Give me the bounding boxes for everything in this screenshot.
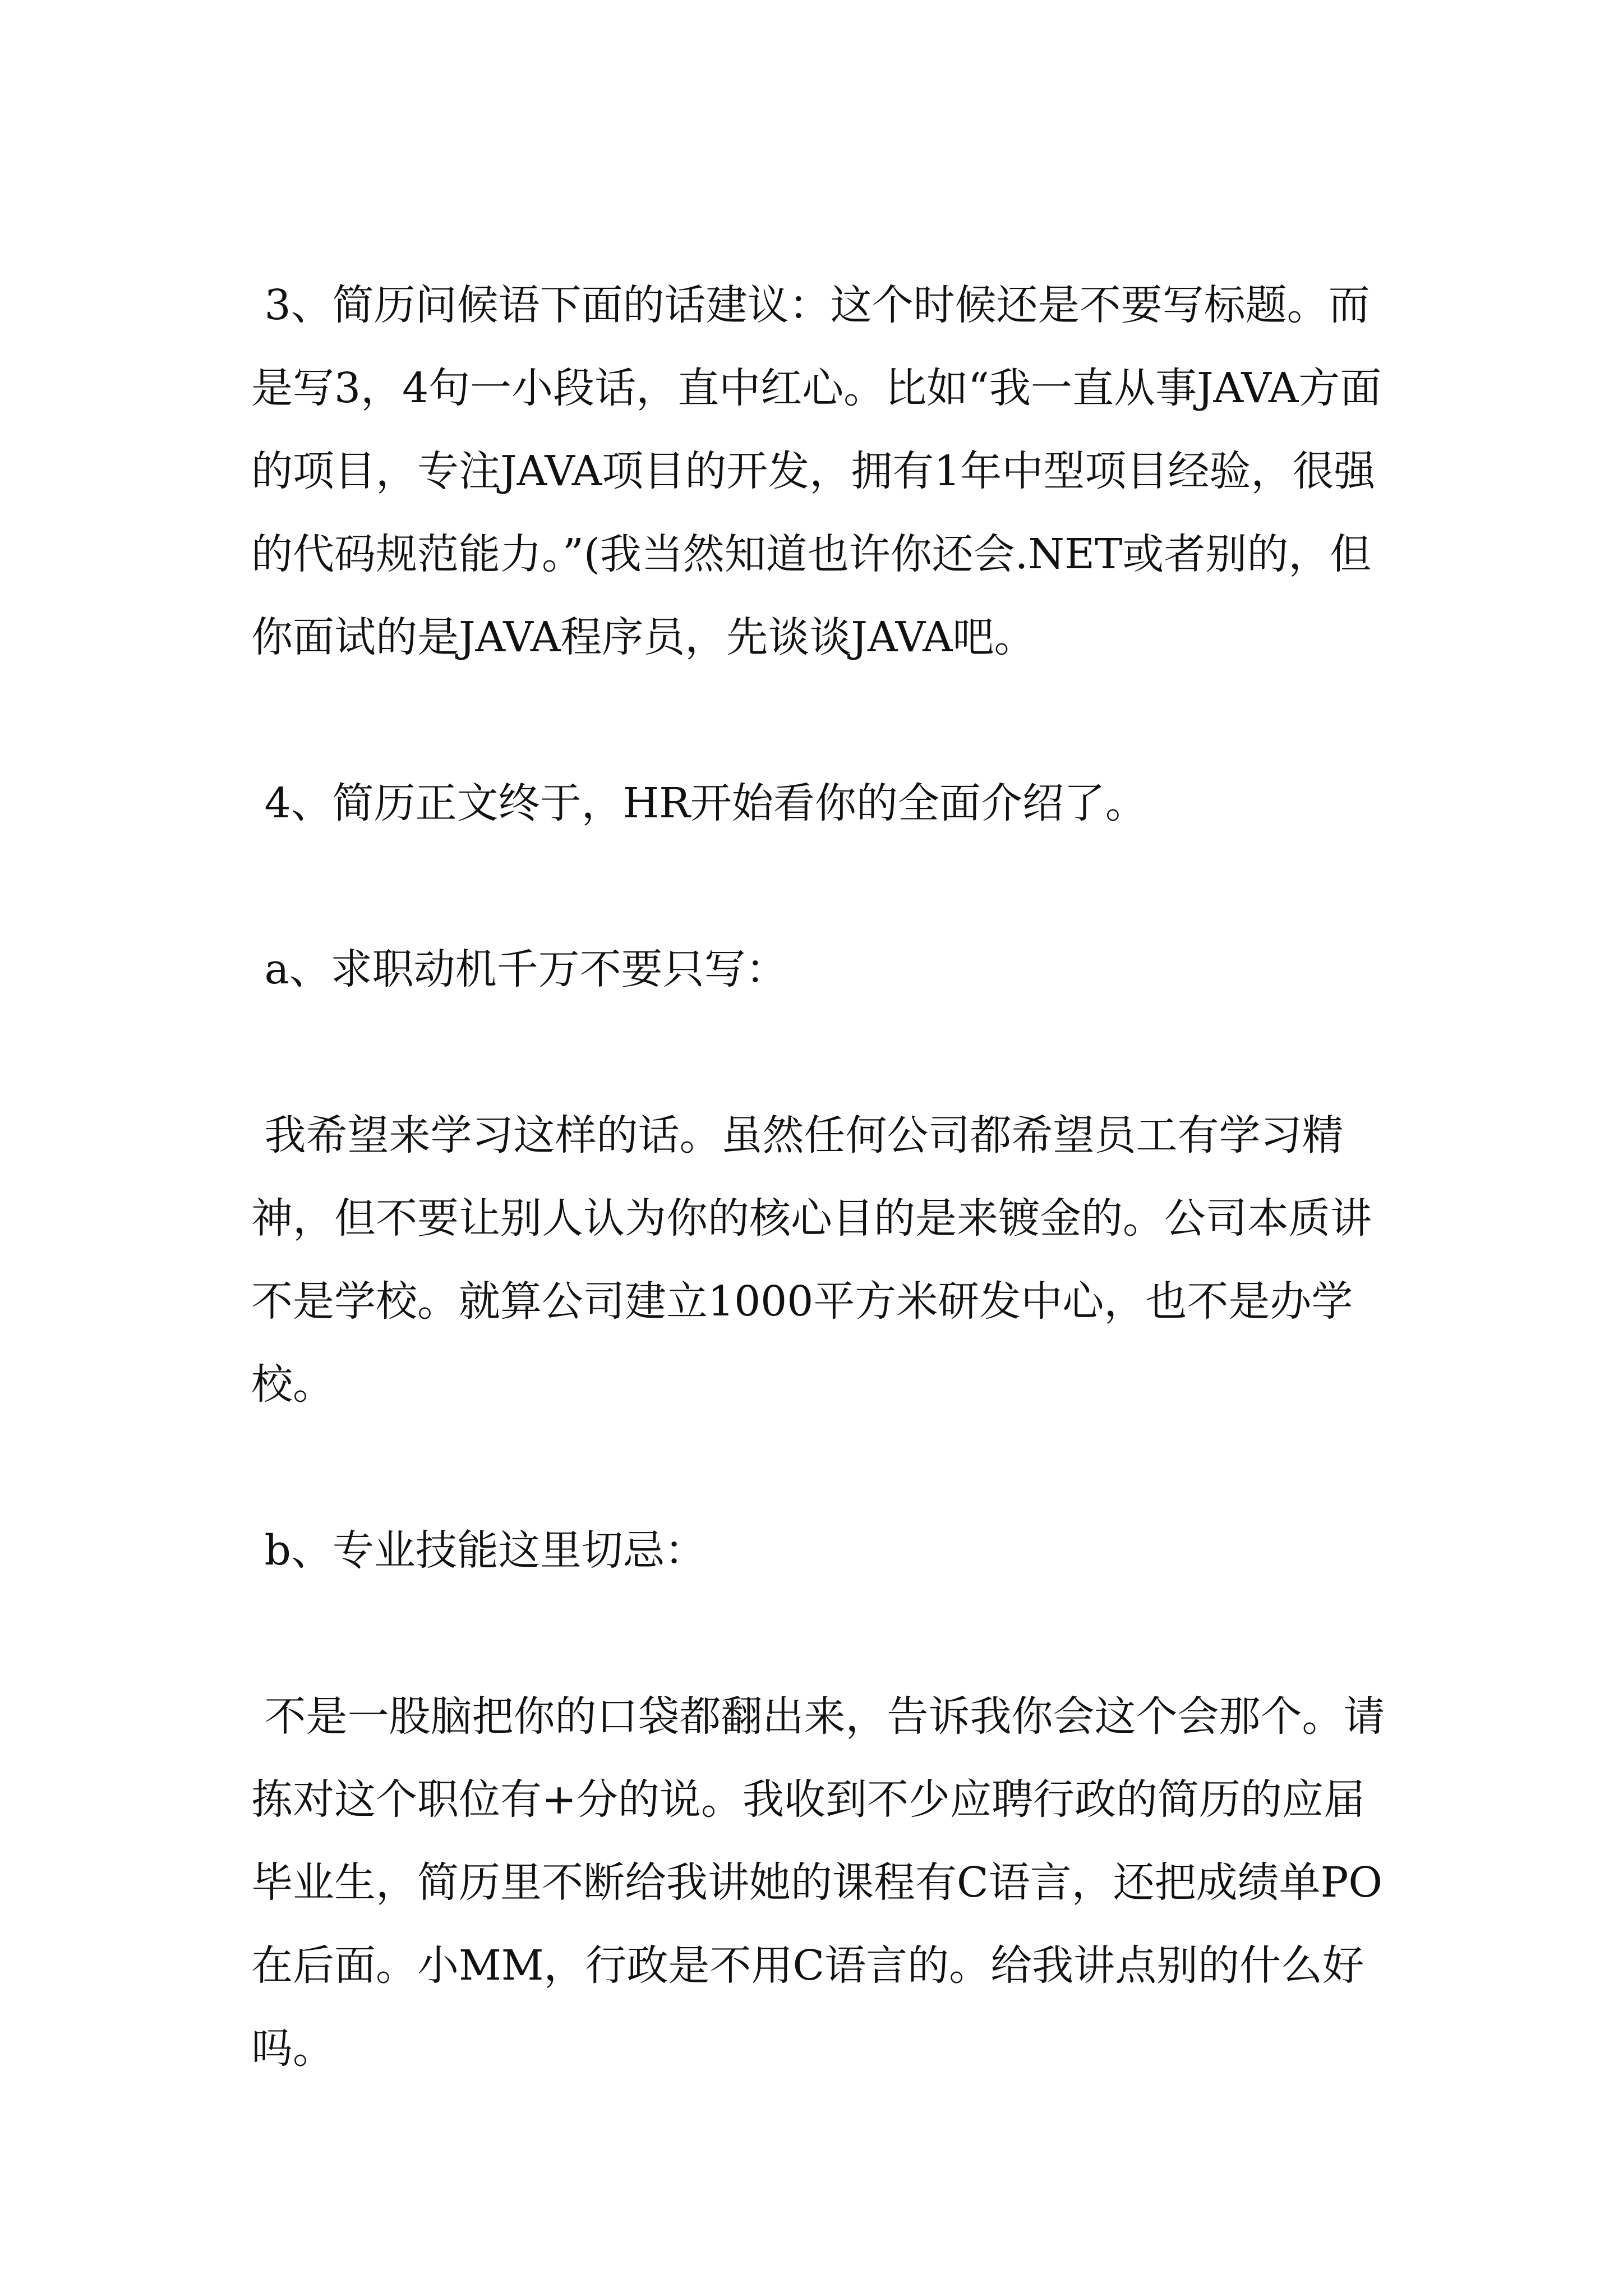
- paragraph-professional-skills-heading: b、专业技能这里切忌：: [251, 1526, 706, 1575]
- paragraph-professional-skills-text: 不是一股脑把你的口袋都翻出来，告诉我你会这个会那个。请拣对这个职位有+分的说。我收到不少应聘行政的简历的应届毕业生，简历里不断给我讲她的课程有C语言，还把成绩单PO在后面。小MM，行政是不用C语言的。给我讲点别的什么好吗。: [251, 1692, 1385, 2073]
- paragraph-resume-body-intro: 4、简历正文终于，HR开始看你的全面介绍了。: [251, 779, 1147, 827]
- paragraph-job-motivation-heading: a、求职动机千万不要只写：: [251, 945, 787, 993]
- paragraph-resume-greeting: 3、简历问候语下面的话建议：这个时候还是不要写标题。而是写3，4句一小段话，直中红心。比如“我一直从事JAVA方面的项目，专注JAVA项目的开发，拥有1年中型项目经验，很强的代码规范能力。”(我当然知道也许你还会.NET或者别的，但你面试的是JAVA程序员，先谈谈JAVA吧。: [251, 281, 1382, 661]
- document-body: [251, 264, 1401, 2173]
- paragraph-job-motivation-text: 我希望来学习这样的话。虽然任何公司都希望员工有学习精神，但不要让别人认为你的核心目的是来镀金的。公司本质讲不是学校。就算公司建立1000平方米研发中心，也不是办学校。: [251, 1111, 1372, 1409]
